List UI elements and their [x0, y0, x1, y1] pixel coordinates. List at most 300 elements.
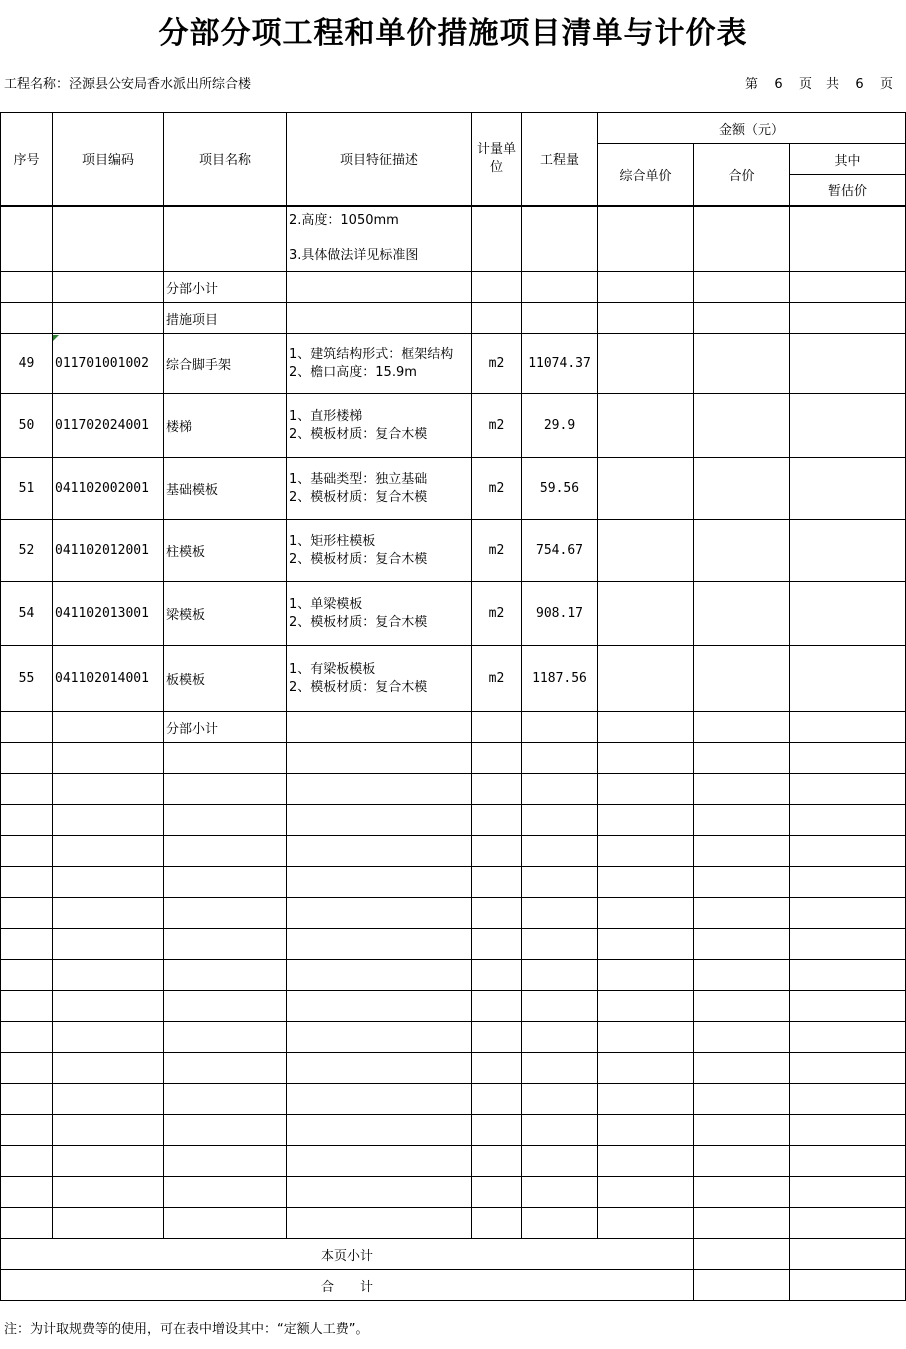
empty-cell: [694, 1084, 790, 1115]
empty-cell: [1, 1146, 53, 1177]
header-of-which: 其中: [790, 144, 906, 175]
row-desc-line2: 2、模板材质：复合木模: [289, 426, 428, 442]
row-code: [53, 206, 164, 272]
empty-row: [1, 898, 906, 929]
row-unit-price: [598, 303, 694, 334]
empty-cell: [472, 1146, 522, 1177]
empty-cell: [287, 805, 472, 836]
row-unit: m2: [472, 646, 522, 712]
empty-cell: [53, 991, 164, 1022]
row-total-price: [694, 458, 790, 520]
empty-cell: [53, 805, 164, 836]
empty-row: [1, 836, 906, 867]
empty-cell: [790, 929, 906, 960]
row-code: 041102014001: [53, 646, 164, 712]
empty-cell: [790, 743, 906, 774]
row-total-price: [694, 646, 790, 712]
empty-cell: [522, 1115, 598, 1146]
row-desc: [287, 646, 472, 712]
empty-cell: [790, 1053, 906, 1084]
empty-cell: [472, 1208, 522, 1239]
row-unit-price: [598, 582, 694, 646]
row-qty: [522, 206, 598, 272]
table-row: [1, 520, 906, 582]
empty-cell: [164, 898, 287, 929]
empty-row: [1, 1053, 906, 1084]
empty-cell: [287, 929, 472, 960]
empty-cell: [472, 774, 522, 805]
row-seq: [1, 206, 53, 272]
row-name: 板模板: [164, 646, 287, 712]
table-row: [1, 303, 906, 334]
empty-cell: [598, 898, 694, 929]
table-row: [1, 458, 906, 520]
empty-cell: [522, 1022, 598, 1053]
header-provisional: 暂估价: [790, 175, 906, 206]
row-unit: m2: [472, 394, 522, 458]
empty-cell: [164, 1146, 287, 1177]
row-name: 措施项目: [164, 303, 287, 334]
empty-cell: [164, 1115, 287, 1146]
row-qty: 1187.56: [522, 646, 598, 712]
empty-row: [1, 991, 906, 1022]
row-desc-line1: 1、直形楼梯: [289, 408, 363, 424]
empty-cell: [164, 960, 287, 991]
header-qty: 工程量: [522, 113, 598, 206]
empty-cell: [598, 1084, 694, 1115]
row-name: 梁模板: [164, 582, 287, 646]
table-row: [1, 206, 906, 272]
row-code: 041102013001: [53, 582, 164, 646]
empty-cell: [1, 991, 53, 1022]
empty-cell: [790, 836, 906, 867]
row-desc: [287, 712, 472, 743]
row-desc-line2: 2、模板材质：复合木模: [289, 614, 428, 630]
row-total-price: [694, 303, 790, 334]
empty-row: [1, 805, 906, 836]
grand-total-row: [1, 1270, 906, 1301]
empty-cell: [53, 867, 164, 898]
row-code: [53, 272, 164, 303]
empty-cell: [472, 960, 522, 991]
row-unit-price: [598, 334, 694, 394]
header-unit-price: 综合单价: [598, 144, 694, 206]
empty-cell: [522, 1208, 598, 1239]
empty-cell: [287, 960, 472, 991]
row-desc: [287, 582, 472, 646]
empty-cell: [790, 774, 906, 805]
empty-cell: [287, 898, 472, 929]
empty-cell: [598, 836, 694, 867]
row-seq: [1, 272, 53, 303]
page-subtotal-row-total: [694, 1239, 790, 1270]
header-total-price: 合价: [694, 144, 790, 206]
row-total-price: [694, 582, 790, 646]
page-subtotal-row-label: 本页小计: [1, 1239, 694, 1270]
row-qty: 11074.37: [522, 334, 598, 394]
empty-row: [1, 774, 906, 805]
empty-cell: [53, 1146, 164, 1177]
empty-cell: [694, 1208, 790, 1239]
empty-cell: [164, 774, 287, 805]
empty-cell: [522, 898, 598, 929]
empty-cell: [790, 1022, 906, 1053]
row-qty: 29.9: [522, 394, 598, 458]
row-provisional: [790, 582, 906, 646]
empty-cell: [790, 991, 906, 1022]
empty-row: [1, 1146, 906, 1177]
row-name: 分部小计: [164, 272, 287, 303]
page-di: 第: [744, 77, 758, 92]
empty-cell: [53, 898, 164, 929]
empty-cell: [598, 1022, 694, 1053]
empty-cell: [694, 867, 790, 898]
empty-cell: [287, 1208, 472, 1239]
empty-cell: [1, 898, 53, 929]
footnote: 注：为计取规费等的使用，可在表中增设其中：“定额人工费”。: [4, 1322, 369, 1337]
page-total: 6: [855, 77, 864, 92]
empty-cell: [287, 1115, 472, 1146]
empty-cell: [1, 743, 53, 774]
row-qty: [522, 712, 598, 743]
row-unit: m2: [472, 520, 522, 582]
empty-cell: [522, 836, 598, 867]
empty-cell: [1, 929, 53, 960]
empty-cell: [790, 898, 906, 929]
empty-cell: [164, 1177, 287, 1208]
empty-cell: [53, 929, 164, 960]
empty-cell: [790, 1084, 906, 1115]
row-code: [53, 712, 164, 743]
page-current: 6: [774, 77, 783, 92]
row-desc: [287, 206, 472, 272]
empty-cell: [694, 836, 790, 867]
empty-cell: [472, 898, 522, 929]
row-seq: 51: [1, 458, 53, 520]
empty-cell: [694, 929, 790, 960]
row-desc-line1: 1、单梁模板: [289, 596, 363, 612]
row-unit: [472, 712, 522, 743]
empty-cell: [472, 805, 522, 836]
empty-cell: [598, 929, 694, 960]
empty-cell: [598, 1146, 694, 1177]
header-code: 项目编码: [53, 113, 164, 206]
table-row: [1, 646, 906, 712]
empty-cell: [472, 1084, 522, 1115]
row-code: 011701001002: [53, 334, 164, 394]
row-desc-line2: 3.具体做法详见标准图: [289, 248, 419, 264]
row-total-price: [694, 520, 790, 582]
empty-cell: [53, 774, 164, 805]
table-row: [1, 582, 906, 646]
row-desc-line1: 1、建筑结构形式：框架结构: [289, 346, 454, 362]
row-desc: [287, 520, 472, 582]
row-seq: 49: [1, 334, 53, 394]
comment-marker-icon: [53, 335, 59, 341]
header-name: 项目名称: [164, 113, 287, 206]
empty-cell: [598, 743, 694, 774]
empty-cell: [164, 1208, 287, 1239]
empty-cell: [790, 1146, 906, 1177]
empty-cell: [472, 991, 522, 1022]
empty-cell: [522, 805, 598, 836]
row-unit-price: [598, 394, 694, 458]
empty-row: [1, 1208, 906, 1239]
empty-cell: [694, 743, 790, 774]
row-code: 041102012001: [53, 520, 164, 582]
row-provisional: [790, 334, 906, 394]
empty-cell: [164, 1022, 287, 1053]
empty-cell: [472, 1115, 522, 1146]
row-code: 041102002001: [53, 458, 164, 520]
empty-cell: [287, 991, 472, 1022]
empty-cell: [694, 960, 790, 991]
empty-cell: [694, 1115, 790, 1146]
row-unit-price: [598, 206, 694, 272]
empty-cell: [522, 1053, 598, 1084]
empty-cell: [598, 774, 694, 805]
empty-cell: [522, 991, 598, 1022]
table-row: [1, 334, 906, 394]
empty-cell: [164, 805, 287, 836]
empty-cell: [790, 1208, 906, 1239]
empty-cell: [1, 1053, 53, 1084]
grand-total-row-total: [694, 1270, 790, 1301]
row-desc-line1: 1、矩形柱模板: [289, 533, 376, 549]
row-qty: 59.56: [522, 458, 598, 520]
row-seq: 52: [1, 520, 53, 582]
table-row: [1, 272, 906, 303]
row-unit-price: [598, 520, 694, 582]
empty-cell: [53, 1084, 164, 1115]
empty-cell: [472, 1022, 522, 1053]
empty-cell: [1, 774, 53, 805]
row-desc-line2: 2、模板材质：复合木模: [289, 489, 428, 505]
row-unit: [472, 272, 522, 303]
row-provisional: [790, 303, 906, 334]
row-provisional: [790, 206, 906, 272]
empty-cell: [53, 836, 164, 867]
row-provisional: [790, 520, 906, 582]
row-qty: 908.17: [522, 582, 598, 646]
empty-cell: [790, 960, 906, 991]
empty-cell: [522, 929, 598, 960]
row-qty: 754.67: [522, 520, 598, 582]
empty-cell: [790, 867, 906, 898]
empty-cell: [164, 867, 287, 898]
row-desc-line1: 1、有梁板模板: [289, 661, 376, 677]
empty-cell: [287, 836, 472, 867]
empty-cell: [1, 805, 53, 836]
table-row: [1, 394, 906, 458]
row-provisional: [790, 272, 906, 303]
empty-cell: [598, 805, 694, 836]
empty-cell: [790, 1115, 906, 1146]
empty-cell: [1, 1177, 53, 1208]
row-provisional: [790, 394, 906, 458]
header-unit: 计量单位: [472, 113, 522, 206]
row-desc: [287, 394, 472, 458]
empty-cell: [53, 960, 164, 991]
row-total-price: [694, 334, 790, 394]
empty-cell: [164, 836, 287, 867]
empty-cell: [694, 898, 790, 929]
row-desc: [287, 334, 472, 394]
empty-cell: [694, 1146, 790, 1177]
row-name: 基础模板: [164, 458, 287, 520]
row-total-price: [694, 272, 790, 303]
empty-cell: [1, 960, 53, 991]
empty-cell: [472, 929, 522, 960]
empty-cell: [598, 1115, 694, 1146]
empty-cell: [287, 1084, 472, 1115]
row-total-price: [694, 206, 790, 272]
empty-cell: [287, 1022, 472, 1053]
row-seq: [1, 712, 53, 743]
empty-cell: [694, 1022, 790, 1053]
row-code: 011702024001: [53, 394, 164, 458]
empty-cell: [522, 867, 598, 898]
row-seq: 54: [1, 582, 53, 646]
page-subtotal-row: [1, 1239, 906, 1270]
row-desc-line1: 1、基础类型：独立基础: [289, 471, 428, 487]
grand-total-row-label: 合 计: [1, 1270, 694, 1301]
empty-cell: [598, 1053, 694, 1084]
row-unit: [472, 206, 522, 272]
empty-cell: [53, 1053, 164, 1084]
empty-cell: [694, 1177, 790, 1208]
row-unit-price: [598, 458, 694, 520]
empty-cell: [53, 1208, 164, 1239]
empty-cell: [53, 1115, 164, 1146]
row-desc-line2: 2、檐口高度：15.9m: [289, 364, 417, 380]
empty-cell: [1, 1115, 53, 1146]
empty-row: [1, 1177, 906, 1208]
empty-cell: [598, 960, 694, 991]
empty-cell: [598, 991, 694, 1022]
empty-cell: [1, 1084, 53, 1115]
empty-cell: [694, 991, 790, 1022]
empty-cell: [522, 1177, 598, 1208]
row-unit-price: [598, 272, 694, 303]
row-unit: [472, 303, 522, 334]
project-name: 工程名称：泾源县公安局香水派出所综合楼: [4, 77, 252, 92]
row-seq: 55: [1, 646, 53, 712]
empty-cell: [287, 743, 472, 774]
row-unit-price: [598, 646, 694, 712]
row-name: [164, 206, 287, 272]
page-indicator: [738, 73, 900, 92]
empty-cell: [522, 743, 598, 774]
empty-cell: [694, 774, 790, 805]
row-qty: [522, 303, 598, 334]
row-unit: m2: [472, 582, 522, 646]
empty-cell: [522, 774, 598, 805]
empty-row: [1, 743, 906, 774]
row-name: 楼梯: [164, 394, 287, 458]
empty-cell: [164, 929, 287, 960]
row-name: 综合脚手架: [164, 334, 287, 394]
empty-cell: [1, 867, 53, 898]
empty-cell: [164, 1084, 287, 1115]
empty-cell: [522, 1084, 598, 1115]
row-desc: [287, 272, 472, 303]
row-provisional: [790, 712, 906, 743]
empty-cell: [1, 1022, 53, 1053]
empty-cell: [1, 1208, 53, 1239]
empty-row: [1, 1084, 906, 1115]
row-code: [53, 303, 164, 334]
empty-cell: [287, 1146, 472, 1177]
empty-row: [1, 929, 906, 960]
empty-cell: [164, 991, 287, 1022]
empty-row: [1, 1115, 906, 1146]
empty-cell: [472, 836, 522, 867]
empty-cell: [287, 1053, 472, 1084]
empty-cell: [522, 1146, 598, 1177]
page-title: 分部分项工程和单价措施项目清单与计价表: [158, 16, 748, 51]
empty-cell: [164, 1053, 287, 1084]
empty-cell: [598, 1208, 694, 1239]
pricing-table: [0, 112, 906, 1301]
empty-cell: [472, 867, 522, 898]
header-amount: 金额（元）: [598, 113, 906, 144]
empty-cell: [598, 1177, 694, 1208]
empty-cell: [1, 836, 53, 867]
empty-cell: [53, 743, 164, 774]
empty-cell: [472, 743, 522, 774]
page-ye1: 页: [798, 77, 812, 92]
row-total-price: [694, 394, 790, 458]
header-seq: 序号: [1, 113, 53, 206]
empty-cell: [522, 960, 598, 991]
row-desc: [287, 458, 472, 520]
empty-row: [1, 960, 906, 991]
table-row: [1, 712, 906, 743]
page-gong: 共: [825, 77, 839, 92]
row-provisional: [790, 458, 906, 520]
row-desc: [287, 303, 472, 334]
page-ye2: 页: [879, 77, 893, 92]
empty-cell: [790, 805, 906, 836]
empty-cell: [287, 1177, 472, 1208]
grand-total-row-provisional: [790, 1270, 906, 1301]
empty-row: [1, 867, 906, 898]
row-seq: 50: [1, 394, 53, 458]
empty-cell: [694, 1053, 790, 1084]
row-provisional: [790, 646, 906, 712]
empty-cell: [53, 1022, 164, 1053]
row-total-price: [694, 712, 790, 743]
row-name: 柱模板: [164, 520, 287, 582]
empty-cell: [472, 1177, 522, 1208]
row-seq: [1, 303, 53, 334]
empty-cell: [53, 1177, 164, 1208]
row-unit: m2: [472, 334, 522, 394]
empty-cell: [287, 867, 472, 898]
empty-cell: [694, 805, 790, 836]
row-qty: [522, 272, 598, 303]
empty-cell: [287, 774, 472, 805]
empty-cell: [164, 743, 287, 774]
row-unit-price: [598, 712, 694, 743]
row-desc-line1: 2.高度：1050mm: [289, 213, 399, 229]
page-subtotal-row-provisional: [790, 1239, 906, 1270]
row-desc-line2: 2、模板材质：复合木模: [289, 679, 428, 695]
row-name: 分部小计: [164, 712, 287, 743]
row-desc-line2: 2、模板材质：复合木模: [289, 551, 428, 567]
row-unit: m2: [472, 458, 522, 520]
